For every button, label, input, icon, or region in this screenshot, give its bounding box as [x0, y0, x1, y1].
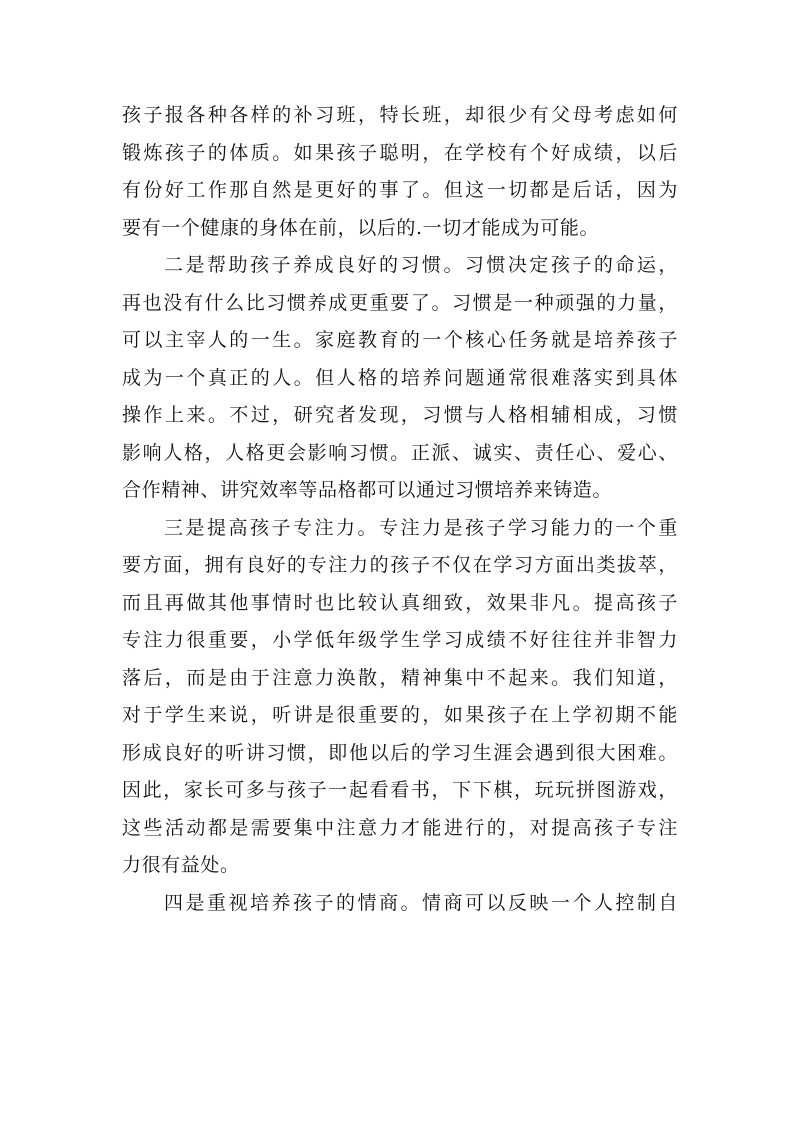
text-line: 力很有益处。	[122, 854, 240, 876]
text-line: 再也没有什么比习惯养成更重要了。习惯是一种顽强的力量，	[122, 291, 678, 314]
text-line: 因此，家长可多与孩子一起看看书，下下棋，玩玩拼图游戏，	[122, 779, 678, 801]
text-line: 要有一个健康的身体在前，以后的.一切才能成为可能。	[122, 216, 600, 239]
paragraph-first-line: 四是重视培养孩子的情商。情商可以反映一个人控制自	[164, 891, 678, 914]
text-line: 操作上来。不过，研究者发现，习惯与人格相辅相成，习惯	[122, 404, 678, 426]
text-line: 孩子报各种各样的补习班，特长班，却很少有父母考虑如何	[122, 104, 678, 126]
text-line: 形成良好的听讲习惯，即他以后的学习生涯会遇到很大困难。	[122, 741, 678, 764]
text-line: 落后，而是由于注意力涣散，精神集中不起来。我们知道，	[122, 666, 678, 689]
text-line: 对于学生来说，听讲是很重要的，如果孩子在上学初期不能	[122, 704, 678, 726]
text-line: 成为一个真正的人。但人格的培养问题通常很难落实到具体	[122, 366, 678, 389]
text-line: 可以主宰人的一生。家庭教育的一个核心任务就是培养孩子	[122, 329, 678, 351]
text-line: 有份好工作那自然是更好的事了。但这一切都是后话，因为	[122, 179, 678, 201]
text-line: 这些活动都是需要集中注意力才能进行的，对提高孩子专注	[122, 816, 678, 839]
text-line: 锻炼孩子的体质。如果孩子聪明，在学校有个好成绩，以后	[122, 141, 678, 164]
text-line: 而且再做其他事情时也比较认真细致，效果非凡。提高孩子	[122, 591, 678, 614]
paragraph-first-line: 三是提高孩子专注力。专注力是孩子学习能力的一个重	[164, 516, 678, 539]
body-text	[122, 97, 678, 922]
text-line: 合作精神、讲究效率等品格都可以通过习惯培养来铸造。	[122, 479, 613, 501]
text-line: 影响人格，人格更会影响习惯。正派、诚实、责任心、爱心、	[122, 441, 678, 464]
paragraph-first-line: 二是帮助孩子养成良好的习惯。习惯决定孩子的命运，	[164, 254, 678, 276]
text-line: 要方面，拥有良好的专注力的孩子不仅在学习方面出类拔萃，	[122, 554, 678, 576]
text-line: 专注力很重要，小学低年级学生学习成绩不好往往并非智力	[122, 629, 678, 651]
